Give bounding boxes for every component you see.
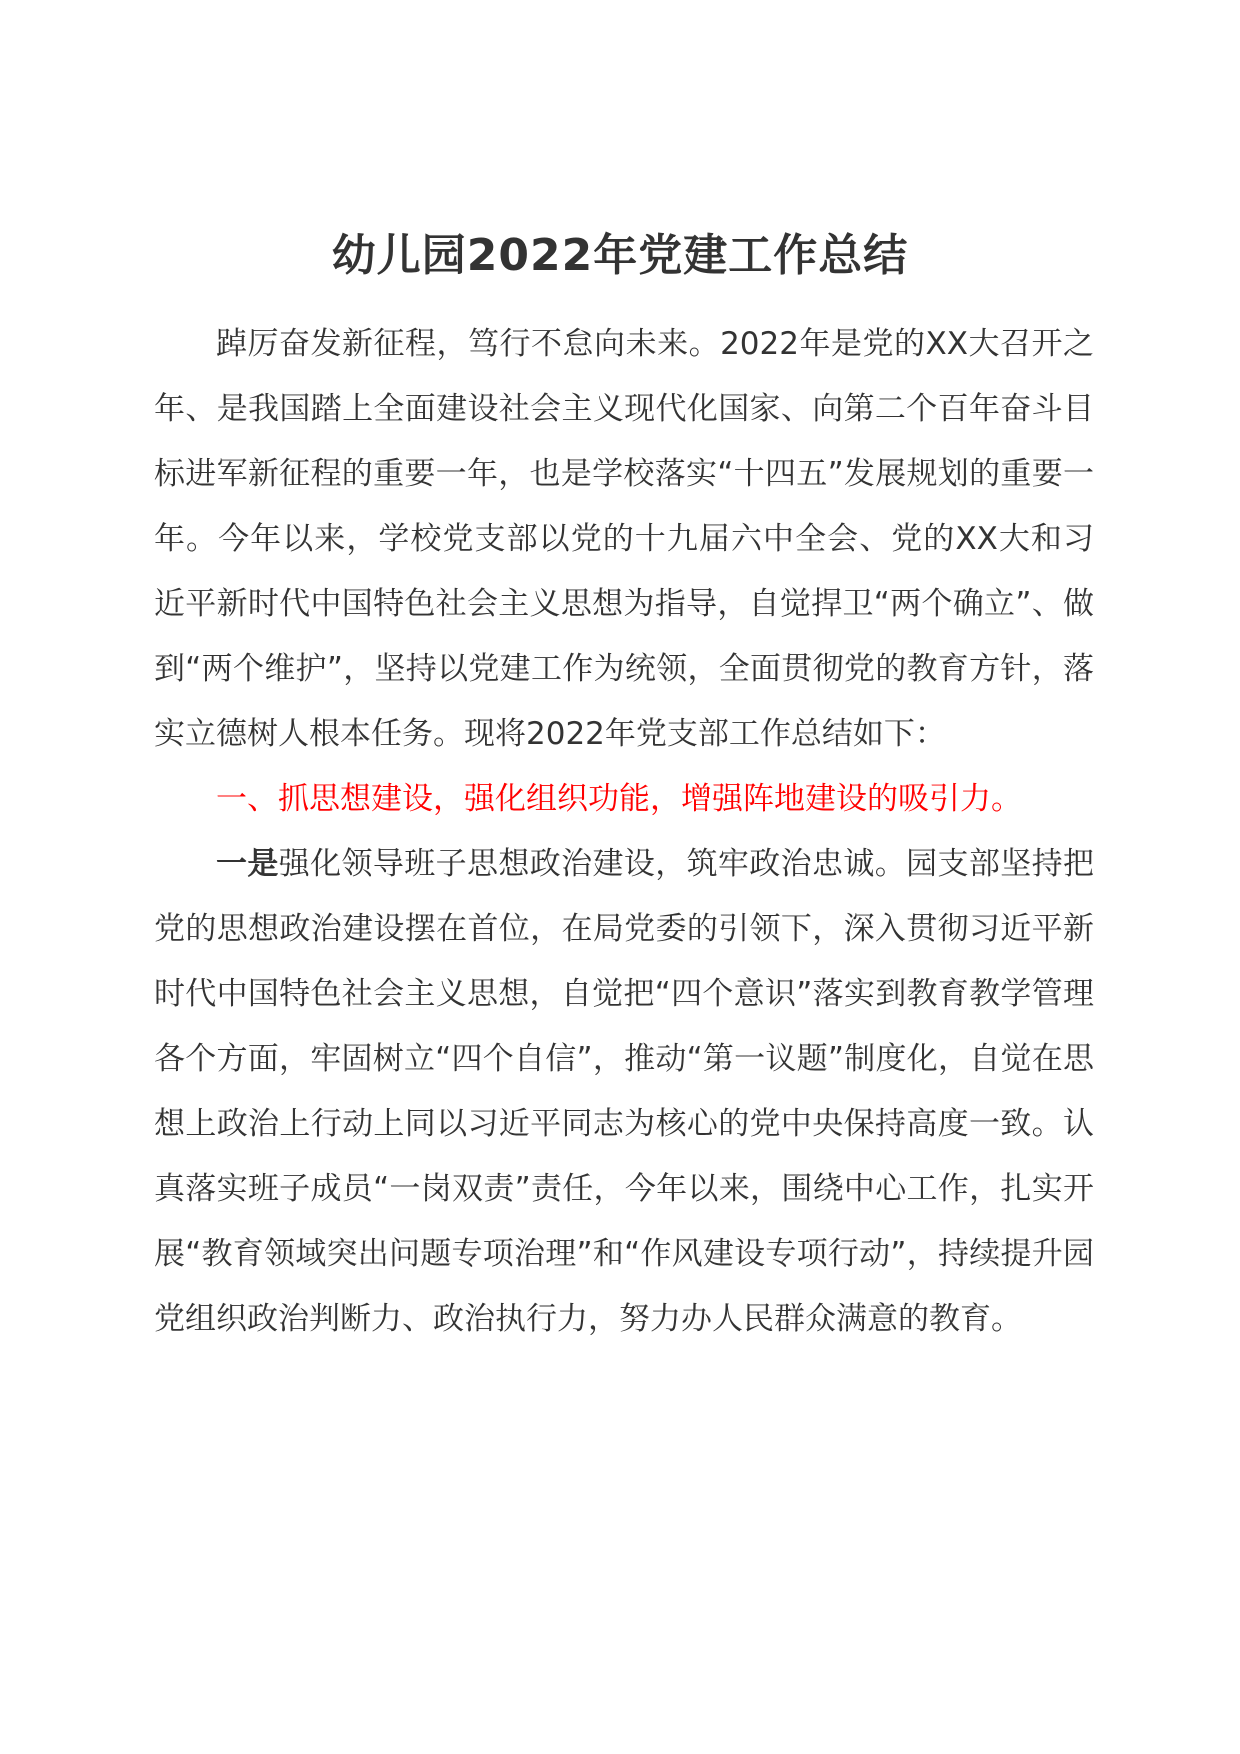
point-text: 强化领导班子思想政治建设，筑牢政治忠诚。园支部坚持把党的思想政治建设摆在首位，在局党委的引领下，深入贯彻习近平新时代中国特色社会主义思想，自觉把“四个意识”落实到教育教学管理各个方面，牢固树立“四个自信”，推动“第一议题”制度化，自觉在思想上政治上行动上同以习近平同志为核心的党中央保持高度一致。认真落实班子成员“一岗双责”责任，今年以来，围绕中心工作，扎实开展“教育领域突出问题专项治理”和“作风建设专项行动”，持续提升园党组织政治判断力、政治执行力，努力办人民群众满意的教育。 (154, 846, 1095, 1337)
point-paragraph (154, 832, 1094, 1352)
section-heading: 一、抓思想建设，强化组织功能，增强阵地建设的吸引力。 (216, 781, 1022, 817)
intro-paragraph: 踔厉奋发新征程，笃行不怠向未来。2022年是党的XX大召开之年、是我国踏上全面建设社会主义现代化国家、向第二个百年奋斗目标进军新征程的重要一年，也是学校落实“十四五”发展规划的重要一年。今年以来，学校党支部以党的十九届六中全会、党的XX大和习近平新时代中国特色社会主义思想为指导，自觉捍卫“两个确立”、做到“两个维护”，坚持以党建工作为统领，全面贯彻党的教育方针，落实立德树人根本任务。现将2022年党支部工作总结如下： (154, 326, 1094, 752)
document-title: 幼儿园2022年党建工作总结 (331, 230, 909, 281)
point-lead: 一是 (216, 846, 279, 882)
document-body (154, 312, 1094, 1352)
